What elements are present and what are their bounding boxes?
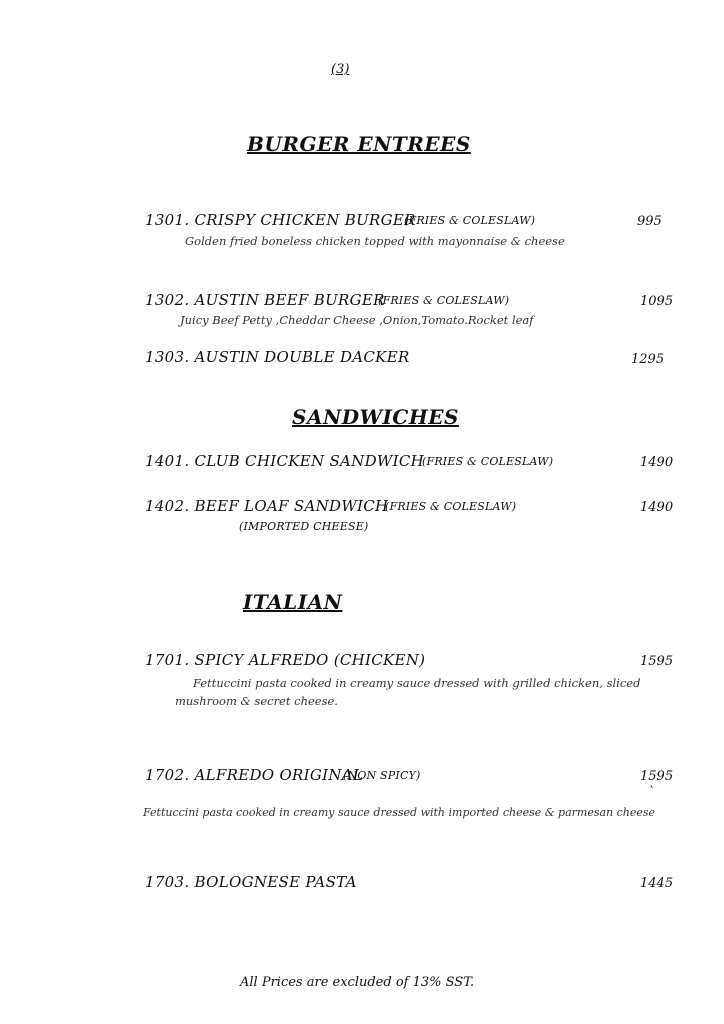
item-note-1402: (FRIES & COLESLAW) xyxy=(385,500,517,513)
item-name-1701: 1701. SPICY ALFREDO (CHICKEN) xyxy=(145,651,426,669)
item-price-1701: 1595 xyxy=(640,654,674,669)
item-price-1402: 1490 xyxy=(640,500,674,515)
item-description-1302: Juicy Beef Petty ,Cheddar Cheese ,Onion,Tomato.Rocket leaf xyxy=(180,313,534,327)
item-price-1703: 1445 xyxy=(640,876,674,891)
item-description-1701-line1: Fettuccini pasta cooked in creamy sauce dressed with grilled chicken, sliced xyxy=(193,676,641,690)
item-note-1301: (FRIES & COLESLAW) xyxy=(404,214,536,227)
item-price-1301: 995 xyxy=(637,214,662,229)
item-price-1702: 1595 xyxy=(640,769,674,784)
item-name-1302: 1302. AUSTIN BEEF BURGER xyxy=(145,291,385,309)
item-note-1702: (NON SPICY) xyxy=(343,769,421,782)
footer-note: All Prices are excluded of 13% SST. xyxy=(240,975,475,990)
item-note-1401: (FRIES & COLESLAW) xyxy=(422,455,554,468)
item-description-1301: Golden fried boneless chicken topped with mayonnaise & cheese xyxy=(185,234,565,248)
item-description-1701-line2: mushroom & secret cheese. xyxy=(175,694,338,708)
section-title-italian: ITALIAN xyxy=(243,590,343,614)
section-title-burger-entrees: BURGER ENTREES xyxy=(247,132,471,156)
item-subnote-1402: (IMPORTED CHEESE) xyxy=(239,520,369,533)
item-price-1401: 1490 xyxy=(640,455,674,470)
item-name-1702: 1702. ALFREDO ORIGINAL xyxy=(145,766,364,784)
item-name-1402: 1402. BEEF LOAF SANDWICH xyxy=(145,497,389,515)
item-name-1303: 1303. AUSTIN DOUBLE DACKER xyxy=(145,348,410,366)
item-price-1303: 1295 xyxy=(631,352,665,367)
item-note-1302: (FRIES & COLESLAW) xyxy=(378,294,510,307)
stray-mark: ` xyxy=(648,785,655,800)
item-name-1301: 1301. CRISPY CHICKEN BURGER xyxy=(145,211,416,229)
section-title-sandwiches: SANDWICHES xyxy=(292,405,459,429)
item-price-1302: 1095 xyxy=(640,294,674,309)
item-description-1702: Fettuccini pasta cooked in creamy sauce dressed with imported cheese & parmesan cheese xyxy=(143,806,656,819)
item-name-1401: 1401. CLUB CHICKEN SANDWICH xyxy=(145,452,425,470)
item-name-1703: 1703. BOLOGNESE PASTA xyxy=(145,873,357,891)
page-number: (3) xyxy=(331,62,350,77)
